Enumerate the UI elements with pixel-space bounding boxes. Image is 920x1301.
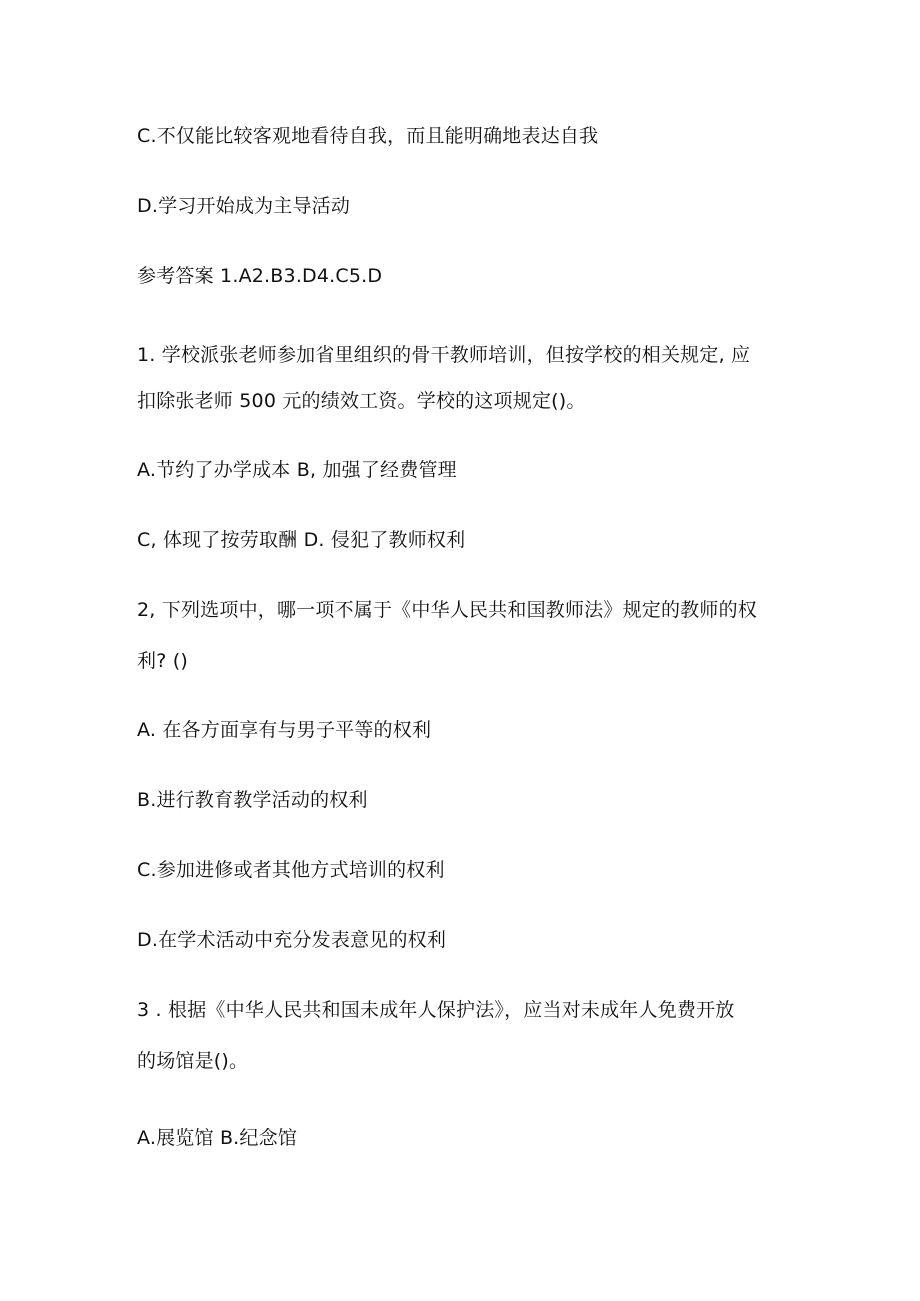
option-d-previous-question: D.学习开始成为主导活动 bbox=[137, 195, 351, 217]
question-2-option-a: A. 在各方面享有与男子平等的权利 bbox=[137, 719, 432, 741]
answer-key: 参考答案 1.A2.B3.D4.C5.D bbox=[137, 265, 383, 287]
question-1-options-cd: C, 体现了按劳取酬 D. 侵犯了教师权利 bbox=[137, 529, 466, 551]
question-1-stem-line-2: 扣除张老师 500 元的绩效工资。学校的这项规定()。 bbox=[137, 390, 586, 412]
question-2-option-d: D.在学术活动中充分发表意见的权利 bbox=[137, 929, 447, 951]
question-2-option-c: C.参加进修或者其他方式培训的权利 bbox=[137, 859, 445, 881]
question-2-stem-line-2: 利? () bbox=[137, 650, 188, 672]
option-c-previous-question: C.不仅能比较客观地看待自我，而且能明确地表达自我 bbox=[137, 125, 599, 147]
question-1-options-ab: A.节约了办学成本 B, 加强了经费管理 bbox=[137, 459, 457, 481]
question-3-stem-line-1: 3 . 根据《中华人民共和国未成年人保护法》，应当对未成年人免费开放 bbox=[137, 999, 735, 1021]
question-3-options-ab: A.展览馆 B.纪念馆 bbox=[137, 1127, 298, 1149]
question-2-option-b: B.进行教育教学活动的权利 bbox=[137, 789, 368, 811]
question-1-stem-line-1: 1. 学校派张老师参加省里组织的骨干教师培训，但按学校的相关规定, 应 bbox=[137, 344, 751, 366]
question-3-stem-line-2: 的场馆是()。 bbox=[137, 1050, 249, 1072]
question-2-stem-line-1: 2, 下列选项中，哪一项不属于《中华人民共和国教师法》规定的教师的权 bbox=[137, 599, 757, 621]
